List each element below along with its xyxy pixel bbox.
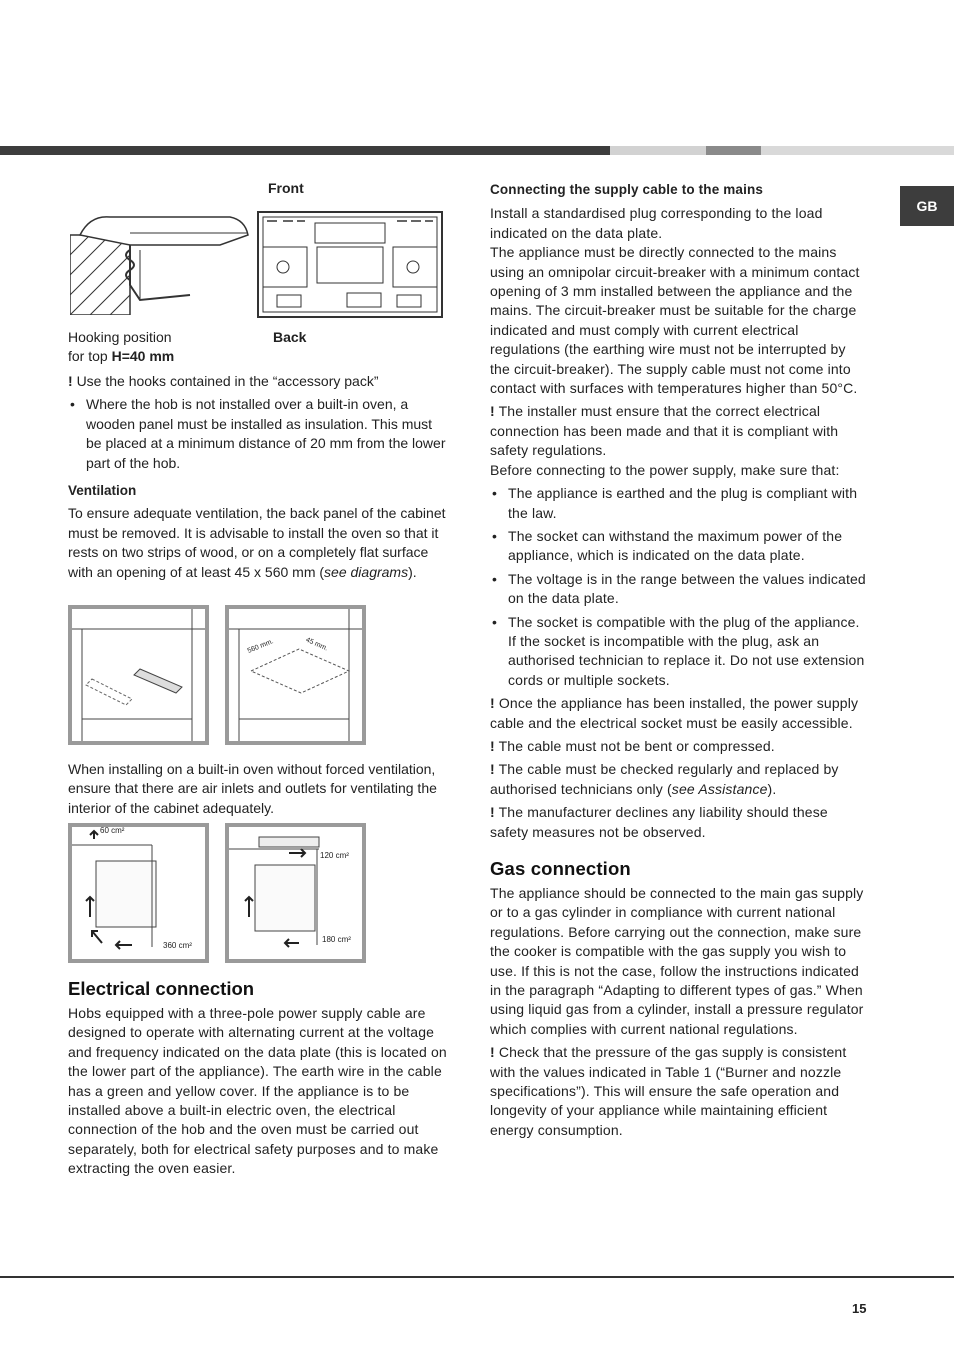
back-label: Back bbox=[273, 329, 307, 345]
note-checked bbox=[490, 760, 868, 799]
note-bent-text: The cable must not be bent or compressed. bbox=[498, 737, 775, 754]
gas-connection-title: Gas connection bbox=[490, 858, 631, 879]
list-item: • The socket is compatible with the plug of the appliance. If the socket is incompatible with the plug, ask an authorised technician to replace it. Do not use extension cords or multiple sockets. bbox=[490, 613, 868, 691]
cabinet-opening-drawing bbox=[229, 609, 362, 741]
left-column-top bbox=[68, 372, 448, 582]
exclamation-icon: ! bbox=[490, 737, 495, 754]
hooking-height-value: H=40 mm bbox=[111, 348, 175, 364]
gas-pressure-note bbox=[490, 1043, 868, 1140]
ventilation-diagram-b bbox=[225, 605, 366, 745]
safety-bullet-list bbox=[490, 484, 868, 690]
supply-paragraph-2: The appliance must be directly connected to the mains using an omnipolar circuit-breaker with a minimum contact opening of 3 mm installed between the appliance and the mains. The circuit-breaker must be suitable for the charge indicated and must comply with current electrical regulations (the earthing wire must not be interrupted by the circuit-breaker). The supply cable must not come into contact with surfaces with temperatures higher than 50°C. bbox=[490, 244, 860, 397]
airflow-label-360: 360 cm² bbox=[163, 941, 192, 950]
hooking-position-label: Hooking position bbox=[68, 329, 172, 345]
airflow-label-180: 180 cm² bbox=[322, 935, 351, 944]
note-checked-text-b: ). bbox=[767, 780, 777, 797]
list-item: • The socket can withstand the maximum power of the appliance, which is indicated on the data plate. bbox=[490, 527, 868, 566]
hooking-position-height bbox=[68, 348, 174, 364]
note-liability bbox=[490, 803, 868, 842]
note-checked-italic: see Assistance bbox=[671, 780, 768, 797]
panel-bullet-list bbox=[68, 395, 448, 473]
ventilation-diagram-a bbox=[68, 605, 209, 745]
before-connecting: Before connecting to the power supply, make sure that: bbox=[490, 461, 840, 478]
electrical-title: Electrical connection bbox=[68, 978, 255, 999]
header-bar-segment bbox=[761, 146, 954, 155]
header-bar-segment bbox=[610, 146, 706, 155]
hob-underside-diagram bbox=[257, 211, 443, 318]
ventilation-text-b: ). bbox=[408, 563, 417, 580]
forced-vent-text: When installing on a built-in oven without forced ventilation, ensure that there are air inlets and outlets for ventilating the interior of the cabinet adequately. bbox=[68, 761, 437, 816]
gas-pressure-note-text: Check that the pressure of the gas supply is consistent with the values indicated in Table 1 (“Burner and nozzle specifications”). This will ensure the safe operation and longevity of your appliance while maintaining efficient energy consumption. bbox=[490, 1044, 847, 1138]
airflow-diagram-b bbox=[225, 823, 366, 963]
note-liability-text: The manufacturer declines any liability should these safety measures not be observed. bbox=[490, 804, 828, 840]
right-column bbox=[490, 180, 868, 1140]
hooking-prefix: for top bbox=[68, 348, 112, 364]
gas-connection-text: The appliance should be connected to the main gas supply or to a gas cylinder in compliance with current national regulations. Before carrying out the connection, make sure the cooker is compatible with the gas supply you wish to use. If this is not the case, follow the instructions indicated in the paragraph “Adapting to different types of gas.” When using liquid gas from a cylinder, install a pressure regulator which complies with current national regulations. bbox=[490, 885, 864, 1037]
footer-rule bbox=[0, 1276, 954, 1278]
supply-cable-title: Connecting the supply cable to the mains bbox=[490, 182, 764, 197]
header-bar bbox=[0, 146, 954, 155]
hob-hook-cross-section-diagram bbox=[70, 205, 250, 315]
installer-note bbox=[490, 402, 868, 460]
header-bar-segment bbox=[706, 146, 761, 155]
header-bar-segment bbox=[0, 146, 610, 155]
airflow-diagram-a bbox=[68, 823, 209, 963]
airflow-drawing-a bbox=[72, 827, 205, 959]
exclamation-icon: ! bbox=[490, 761, 495, 778]
dimension-45-label: 45 mm. bbox=[304, 636, 329, 653]
hooks-note bbox=[68, 372, 448, 391]
list-item: • The voltage is in the range between the values indicated on the data plate. bbox=[490, 570, 868, 609]
list-item: • The appliance is earthed and the plug is compliant with the law. bbox=[490, 484, 868, 523]
note-bent bbox=[490, 737, 868, 756]
airflow-label-60: 60 cm² bbox=[100, 826, 125, 835]
exclamation-icon: ! bbox=[490, 1044, 495, 1061]
installer-note-text: The installer must ensure that the correct electrical connection has been made and that it is compliant with safety regulations. bbox=[490, 403, 839, 459]
language-tab: GB bbox=[900, 186, 954, 226]
cabinet-strips-drawing bbox=[72, 609, 205, 741]
supply-paragraph-1: Install a standardised plug corresponding to the load indicated on the data plate. bbox=[490, 205, 823, 241]
electrical-text: Hobs equipped with a three-pole power supply cable are designed to operate with alternating current at the voltage and frequency indicated on the data plate (this is located on the lower part of the appliance). The earth wire in the cable has a green and yellow cover. If the appliance is to be installed above a built-in electric oven, the electrical connection of the hob and the oven must be carried out separately, both for electrical safety purposes and to make extracting the oven easier. bbox=[68, 1005, 447, 1177]
front-label: Front bbox=[268, 180, 304, 196]
electrical-section bbox=[68, 978, 448, 1179]
page-number: 15 bbox=[852, 1301, 867, 1316]
ventilation-title: Ventilation bbox=[68, 483, 137, 499]
note-accessible bbox=[490, 694, 868, 733]
dimension-560-label: 560 mm. bbox=[246, 638, 275, 655]
note-checked-text-a: The cable must be checked regularly and replaced by authorised technicians only ( bbox=[490, 761, 839, 797]
exclamation-icon: ! bbox=[490, 695, 495, 712]
exclamation-icon: ! bbox=[68, 373, 73, 389]
ventilation-text bbox=[68, 504, 448, 582]
note-accessible-text: Once the appliance has been installed, the power supply cable and the electrical socket must be easily accessible. bbox=[490, 695, 859, 731]
list-item: • Where the hob is not installed over a built-in oven, a wooden panel must be installed as insulation. This must be placed at a minimum distance of 20 mm from the lower part of the hob. bbox=[68, 395, 448, 473]
hooks-note-text: Use the hooks contained in the “accessory pack” bbox=[76, 373, 379, 389]
exclamation-icon: ! bbox=[490, 804, 495, 821]
ventilation-text-italic: see diagrams bbox=[324, 563, 409, 580]
airflow-label-120: 120 cm² bbox=[320, 851, 349, 860]
ventilation-text-a: To ensure adequate ventilation, the back panel of the cabinet must be removed. It is advisable to install the oven so that it rests on two strips of wood, or on a completely flat surface with an opening of at least 45 x 560 mm ( bbox=[68, 505, 446, 580]
exclamation-icon: ! bbox=[490, 403, 495, 420]
